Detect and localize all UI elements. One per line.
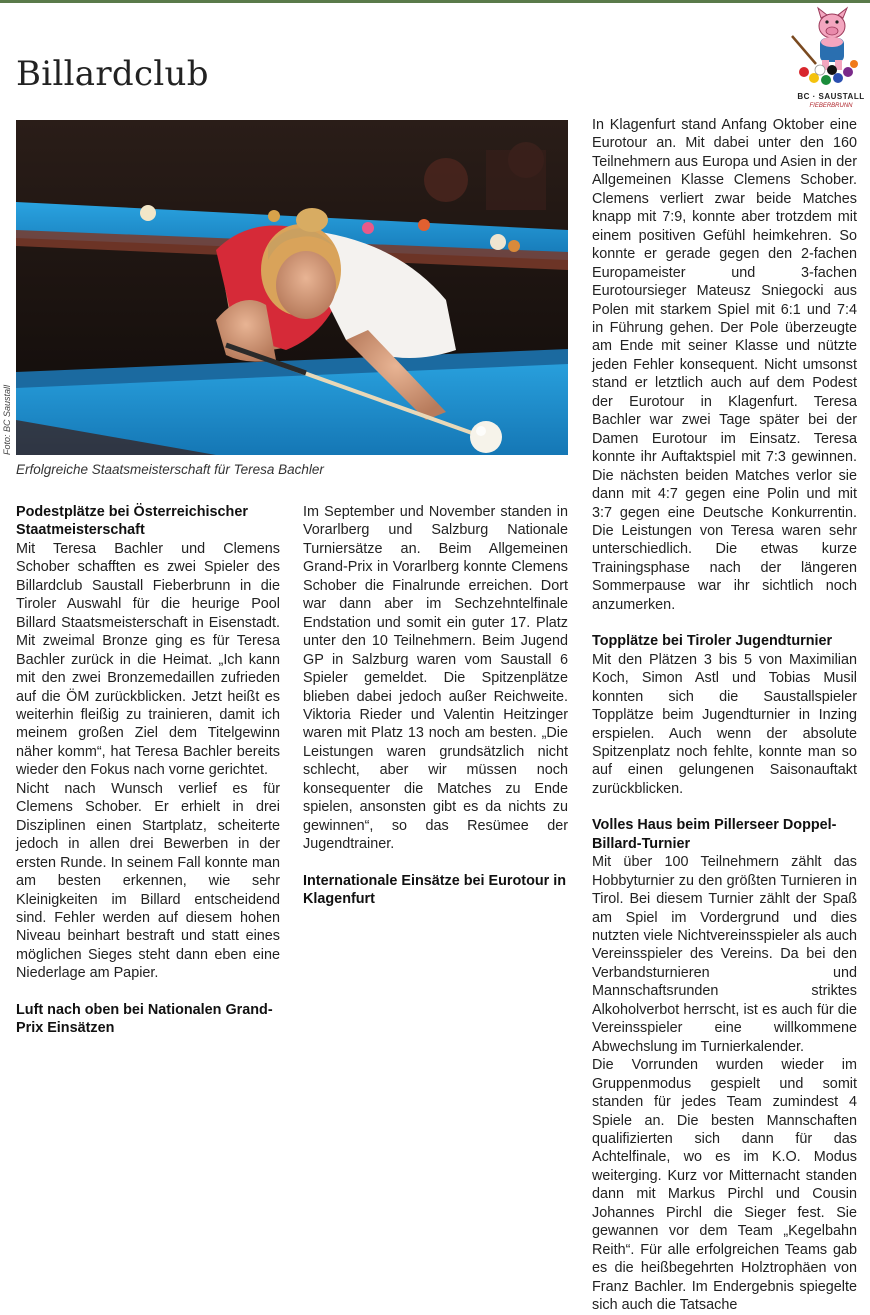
article-heading-doppel-turnier: Volles Haus beim Pillerseer Doppel-Billard-Turnier [592,817,837,852]
logo-text: BC · SAUSTALL [797,92,865,101]
column-1 [16,503,280,1038]
photo-caption: Erfolgreiche Staatsmeisterschaft für Teresa Bachler [16,462,324,477]
article-heading-jugendturnier: Topplätze bei Tiroler Jugendturnier [592,633,833,650]
article-paragraph: Mit den Plätzen 3 bis 5 von Maximilian Koch, Simon Astl und Tobias Musil konnten sich die Saustallspieler Topplätze beim Jugendturnier in Inzing erspielen. Auch wenn der absolute Spitzenplatz noch fehlte, konnte man so auf einen gelungenen Saisonauftakt zurückblicken. [592,651,857,797]
article-paragraph: Mit Teresa Bachler und Clemens Schober schafften es zwei Spieler des Billardclub Saustall Fieberbrunn in die Tiroler Auswahl für die heurige Pool Billard Staatsmeisterschaft in Eisenstadt. Mit zweimal Bronze ging es für Teresa Bachler zurück in die Heimat. „Ich kann mit den zwei Bronzemedaillen zufrieden auf die ÖM zurückblicken. Jetzt heißt es weiterhin fleißig zu trainieren, damit ich meinem großen Ziel dem Titelgewinn näher komm“, hat Teresa Bachler bereits wieder den Fokus nach vorne gerichtet. [16,540,280,779]
billiard-player-photo-icon [16,120,568,455]
column-2 [303,503,568,909]
article-photo [16,120,568,455]
logo-subtext: FIEBERBRUNN [809,103,853,109]
top-rule [0,0,870,3]
article-heading-eurotour: Internationale Einsätze bei Eurotour in Klagenfurt [303,872,567,908]
pig-mascot-billiard-logo-icon [790,6,866,94]
section-title: Billardclub [16,54,209,94]
article-paragraph: Mit über 100 Teilnehmern zählt das Hobbyturnier zu den größten Turnieren in Tirol. Bei diesem Turnier zählt der Spaß am Spiel im Vordergrund und dies nutzten viele Nichtvereinsspieler als auch Vereinsspieler des Vereins. Da bei den Verbandsturnieren und Mannschaftsrunden striktes Alkoholverbot herrscht, ist es auch für die Vereinsspieler eine willkommene Abwechslung im Turnierkalender. [592,854,857,1055]
article-heading-grand-prix: Luft nach oben bei Nationalen Grand-Prix Einsätzen [16,1001,273,1037]
article-heading-staatsmeisterschaft: Podestplätze bei Österreichischer Staatmeisterschaft [16,504,248,539]
article-paragraph: Die Vorrunden wurden wieder im Gruppenmodus gespielt und somit standen für jedes Team zumindest 4 Spiele an. Die besten Mannschaften qualifizierten sich dann für das Achtelfinale, wo es im K.O. Modus weiterging. Kurz vor Mitternacht standen dann mit Markus Pirchl und Cousin Johannes Pirchl die Sieger fest. Sie gewannen vor dem Team „Kegelbahn Reith“. Für alle erfolgreichen Teams gab es die heißbegehrten Holztrophäen von Franz Bachler. Im Endergebnis spiegelte sich auch die Tatsache [592,1057,857,1314]
photo-credit: Foto: BC Saustall [2,384,12,455]
article-paragraph: Nicht nach Wunsch verlief es für Clemens Schober. Er erhielt in drei Disziplinen einen Startplatz, scheiterte jedoch in allen drei Bewerben in der ersten Runde. In seinem Fall konnte man am besten erkennen, wie sehr Kleinigkeiten im Billard entscheidend sind. Fehler werden auf diesem hohen Niveau beinhart bestraft und statt eines möglichen Sieges steht dann eben eine Niederlage am Papier. [16,780,280,982]
article-paragraph: Im September und November standen in Vorarlberg und Salzburg Nationale Turniersätze an. Beim Allgemeinen Grand-Prix in Vorarlberg konnte Clemens Schober die Finalrunde erreichen. Dort war dann aber im Sechzehntelfinale Endstation und somit ein guter 17. Platz unter den 10 Teilnehmern. Beim Jugend GP in Salzburg waren vom Saustall 6 Spieler gemeldet. Die Spitzenplätze blieben dabei jedoch außer Reichweite. Viktoria Rieder und Valentin Heitzinger waren mit Platz 13 noch am besten. „Die Leistungen waren grundsätzlich nicht schlecht, aber wir müssen noch konsequenter die Matches zu Ende spielen, ansonsten gibt es da nichts zu gewinnen“, so das Resümee der Jugendtrainer. [303,504,568,853]
column-3 [592,116,857,1315]
article-paragraph: In Klagenfurt stand Anfang Oktober eine Eurotour an. Mit dabei unter den 160 Teilnehmern aus Europa und Asien in der Allgemeinen Klasse Clemens Schober. Clemens verliert zwar beide Matches knapp mit 7:9, konnte aber trotzdem mit einem positiven Gefühl heimkehren. So konnte er gerade gegen den 2-fachen Europameister und 3-fachen Eurotoursieger Mateusz Sniegocki aus Polen mit starkem Spiel mit 6:1 und 7:4 in Führung gehen. Der Pole überzeugte am Ende mit seiner Klasse und nützte jeden Fehler konsequent. Nicht umsonst stand er letztlich auch auf dem Podest der Eurotour in Klagenfurt. Teresa Bachler war zwei Tage später bei der Damen Eurotour im Einsatz. Teresa konnte ihr Auftaktspiel mit 7:3 gewinnen. Die nächsten beiden Matches verlor sie dann mit 4:7 gegen eine Polin und mit 3:7 gegen eine Deutsche Konkurrentin. Die Leistungen von Teresa waren sehr unterschiedlich. Die etwas kurze Trainingsphase nach der längeren Sommerpause war ihr sichtlich noch anzumerken. [592,117,857,613]
club-logo [790,6,866,118]
